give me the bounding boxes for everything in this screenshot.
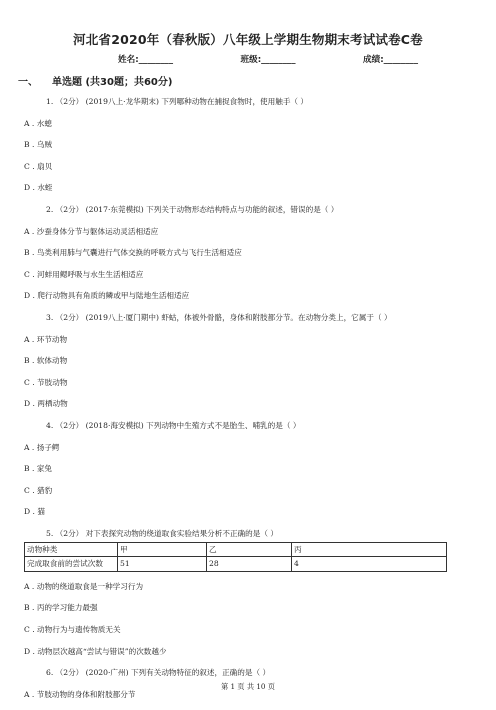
section-heading: [18, 73, 172, 88]
option: C . 扇贝: [24, 161, 53, 171]
student-info: [118, 53, 418, 65]
option: A . 扬子鳄: [24, 442, 60, 452]
table-cell: 动物种类: [25, 542, 118, 557]
option: A . 动物的绕道取食是一种学习行为: [24, 581, 144, 591]
table-cell: 完成取食前的尝试次数: [25, 557, 118, 572]
page-title: 河北省2020年（春秋版）八年级上学期生物期末考试试卷C卷: [73, 32, 423, 47]
option: A . 水螅: [24, 118, 52, 128]
table-cell: 丙: [292, 542, 447, 557]
question-stem: 3. （2分） (2019八上·厦门期中) 虾蛄，体被外骨骼，身体和附肢都分节。在动物分类上，它属于（ ）: [46, 312, 392, 322]
question-stem: 6. （2分） (2020·广州) 下列有关动物特征的叙述，正确的是（ ）: [46, 668, 271, 678]
page-footer: 第 1 页 共 10 页: [221, 682, 275, 691]
option: D . 猫: [24, 507, 45, 517]
option: A . 环节动物: [24, 334, 68, 344]
option: C . 猎豹: [24, 485, 53, 495]
option: B . 软体动物: [24, 356, 68, 366]
name-field: 姓名:________: [118, 55, 173, 65]
option: D . 水蛭: [24, 183, 53, 193]
table-cell: 51: [118, 557, 207, 572]
data-table: [24, 542, 447, 572]
class-field: 班级:________: [240, 55, 296, 65]
option: C . 动物行为与遗传物质无关: [24, 625, 121, 635]
option: A . 沙蚕身体分节与躯体运动灵活相适应: [24, 226, 159, 236]
section-number: 一、: [18, 77, 38, 88]
question-stem: 4. （2分） (2018·海安模拟) 下列动物中生殖方式不是胎生、哺乳的是（ ）: [46, 420, 301, 430]
table-cell: 28: [207, 557, 292, 572]
question-stem: 5. （2分） 对下表探究动物的绕道取食实验结果分析不正确的是（ ）: [46, 528, 278, 538]
question-stem: 1. （2分） (2019八上·龙华期末) 下列哪种动物在捕捉食物时，使用触手（ ）: [46, 97, 309, 106]
table-cell: 甲: [118, 542, 207, 557]
option: D . 两栖动物: [24, 399, 68, 409]
question-list: [24, 96, 476, 710]
option: C . 节肢动物: [24, 377, 68, 387]
table-cell: 4: [292, 557, 447, 572]
table-row: [25, 557, 447, 572]
option: B . 乌贼: [24, 140, 53, 150]
option: D . 动物层次越高“尝试与错误”的次数越少: [24, 646, 167, 656]
option: A . 节肢动物的身体和附肢都分节: [24, 689, 136, 699]
section-title: 单选题 (共30题；共60分): [52, 77, 173, 88]
option: B . 鸟类利用肺与气囊进行气体交换的呼吸方式与飞行生活相适应: [24, 248, 242, 258]
question-stem: 2. （2分） (2017·东莞模拟) 下列关于动物形态结构特点与功能的叙述，错误的是（ ）: [46, 204, 339, 214]
option: B . 丙的学习能力最强: [24, 603, 98, 613]
option: D . 爬行动物具有角质的鳞或甲与陆地生活相适应: [24, 291, 190, 301]
option: B . 家兔: [24, 464, 53, 474]
table-row: [25, 542, 447, 557]
score-field: 成绩:________: [363, 55, 418, 65]
option: C . 河蚌用鳃呼吸与水生生活相适应: [24, 269, 144, 279]
table-cell: 乙: [207, 542, 292, 557]
